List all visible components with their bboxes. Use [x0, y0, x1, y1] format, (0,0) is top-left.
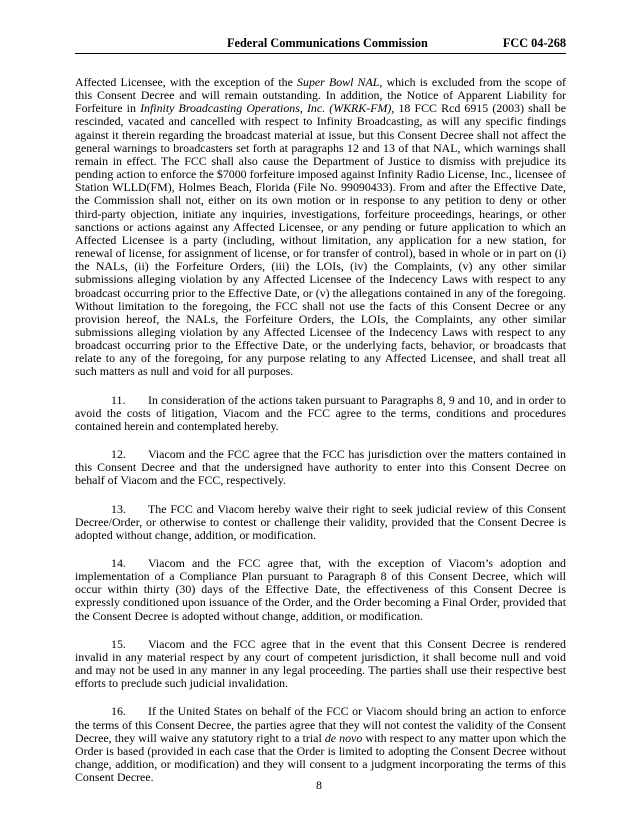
paragraph-text: In consideration of the actions taken pursuant to Paragraphs 8, 9 and 10, and in order to avoid the costs of litigation, Viacom and the FCC agree to the terms, conditions and procedures contained herein and contemplated hereby.: [75, 392, 566, 433]
paragraph-11: [75, 394, 566, 433]
page-header: [75, 36, 566, 54]
paragraph-14: [75, 557, 566, 623]
paragraph-text: The FCC and Viacom hereby waive their right to seek judicial review of this Consent Decree/Order, or otherwise to contest or challenge their validity, provided that the Consent Decree is adopted without change, addition, or modification.: [75, 501, 566, 542]
case-reference: Super Bowl NAL: [297, 75, 380, 89]
paragraph-text: Viacom and the FCC agree that in the event that this Consent Decree is rendered invalid in any material respect by any court of competent jurisdiction, it shall become null and void and may not be used in any manner in any legal proceeding. The parties shall use their respective best efforts to preclude such judicial invalidation.: [75, 636, 566, 691]
paragraph-15: [75, 638, 566, 691]
paragraph-continued: [75, 76, 566, 379]
paragraph-text: Viacom and the FCC agree that, with the exception of Viacom’s adoption and implementation of a Compliance Plan pursuant to Paragraph 8 of this Consent Decree, which will occur within thirty (30) days of the Effective Date, the effectiveness of this Consent Decree is expressly conditioned upon issuance of the Order, and the Order becoming a Final Order, provided that the Consent Decree is adopted without change, addition, or modification.: [75, 556, 566, 623]
paragraph-12: [75, 448, 566, 487]
agency-name: Federal Communications Commission: [227, 36, 428, 50]
text-run: , 18 FCC Rcd 6915 (2003) shall be rescinded, vacated and cancelled with respect to Infinity Broadcasting, as will any specific findings against it therein regarding the broadcast material at issue, but this Consent Decree shall not affect the general warnings to broadcasters set forth at paragraphs 12 and 13 of that NAL, which warnings shall remain in effect. The FCC shall also cause the Department of Justice to dismiss with prejudice its pending action to enforce the $7000 forfeiture imposed against Infinity Radio License, Inc., licensee of Station WLLD(FM), Holmes Beach, Florida (File No. 99090433). From and after the Effective Date, the Commission shall not, either on its own motion or in response to any petition to deny or other third-party objection, initiate any inquiries, investigations, forfeiture proceedings, hearings, or other sanctions or actions against any Affected Licensee, or any pending or future application to which an Affected Licensee is a party (including, without limitation, any application for a new station, for renewal of license, for assignment of license, or for transfer of control), based in whole or in part on (i) the NALs, (ii) the Forfeiture Orders, (iii) the LOIs, (iv) the Complaints, (v) any other similar submissions alleging violation by any Affected Licensee of the Indecency Laws with respect to any broadcast occurring prior to the Effective Date, or (v) the allegations contained in any of the foregoing. Without limitation to the foregoing, the FCC shall not use the facts of this Consent Decree or any provision hereof, the NALs, the Forfeiture Orders, the LOIs, the Complaints, any other similar submissions alleging violation by any Affected Licensee of the Indecency Laws with respect to any broadcast occurring prior to the Effective Date, or the underlying facts, behavior, or broadcasts that relate to any of the foregoing, for any purpose relating to any Affected Licensee, and shall treat all such matters as null and void for all purposes.: [75, 101, 566, 379]
text-run: with respect to any matter upon which the Order is based (provided in each case that the Order is limited to adopting the Consent Decree without change, addition, or modification) and they will consent to a judgment incorporating the terms of this Consent Decree.: [75, 730, 566, 785]
paragraph-13: [75, 503, 566, 542]
text-run: , which is excluded from the scope of this Consent Decree and will remain outstanding. In addition, the Notice of Apparent Liability for Forfeiture in: [75, 75, 567, 116]
text-run: If the United States on behalf of the FCC or Viacom should bring an action to enforce the terms of this Consent Decree, the parties agree that they will not contest the validity of the Consent Decree, they will waive any statutory right to a trial: [75, 704, 566, 745]
paragraph-number: 14.: [111, 556, 126, 570]
page-number: 8: [316, 778, 322, 792]
document-number: FCC 04-268: [502, 36, 566, 50]
document-body: [75, 76, 566, 799]
paragraph-number: 15.: [111, 636, 126, 651]
latin-term: de novo: [324, 730, 363, 745]
paragraph-text: Viacom and the FCC agree that the FCC has jurisdiction over the matters contained in this Consent Decree and that the undersigned have authority to enter into this Consent Decree on behalf of Viacom and the FCC, respectively.: [75, 447, 566, 488]
paragraph-number: 16.: [111, 704, 126, 719]
paragraph-number: 11.: [111, 392, 126, 407]
text-run: Affected Licensee, with the exception of the: [75, 75, 298, 89]
paragraph-number: 12.: [111, 447, 126, 462]
case-reference: Infinity Broadcasting Operations, Inc. (WKRK-FM): [140, 101, 392, 116]
paragraph-number: 13.: [111, 501, 126, 516]
paragraph-16: [75, 705, 566, 784]
